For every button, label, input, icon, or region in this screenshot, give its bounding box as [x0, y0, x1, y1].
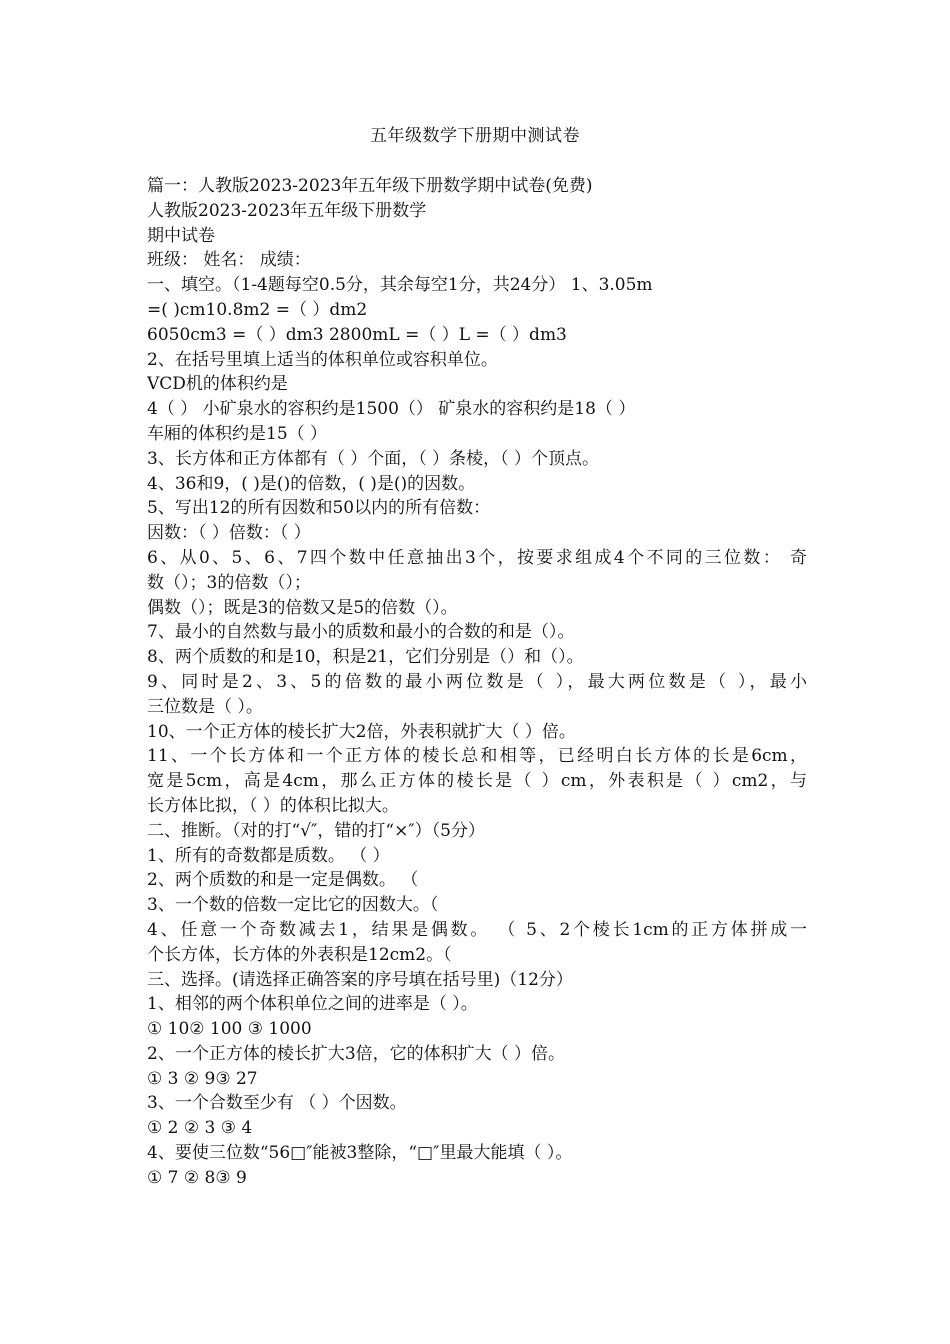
text-line: 4、要使三位数“56□″能被3整除，“□″里最大能填（ ）。	[147, 1143, 573, 1164]
text-line: ① 10② 100 ③ 1000	[147, 1019, 312, 1040]
text-line: 3、长方体和正方体都有（ ）个面，（ ）条棱，（ ）个顶点。	[147, 448, 600, 469]
text-line: 篇一：人教版2023-2023年五年级下册数学期中试卷(免费)	[147, 176, 593, 196]
text-line: 4、任意一个奇数减去1，结果是偶数。 （ 5、2个棱长1cm的正方体拼成一	[147, 919, 807, 940]
text-line: 个长方体，长方体的外表积是12cm2。（	[147, 944, 452, 965]
text-line: 4、36和9，( )是()的倍数，( )是()的因数。	[147, 473, 476, 494]
text-line: ① 7 ② 8③ 9	[147, 1167, 247, 1188]
text-line: 6、从0、5、6、7四个数中任意抽出3个，按要求组成4个不同的三位数： 奇	[147, 547, 807, 568]
text-line: 5、写出12的所有因数和50以内的所有倍数：	[147, 498, 491, 519]
text-line: 11、一个长方体和一个正方体的棱长总和相等，已经明白长方体的长是6cm，	[147, 746, 807, 767]
text-line: 因数：（ ）倍数：（ ）	[147, 523, 311, 544]
text-line: 10、一个正方体的棱长扩大2倍，外表积就扩大（ ）倍。	[147, 721, 576, 742]
text-line: ① 2 ② 3 ③ 4	[147, 1118, 253, 1139]
text-line: 9、同时是2、3、5的倍数的最小两位数是（ ），最大两位数是（ ），最小	[147, 671, 807, 692]
text-line: ① 3 ② 9③ 27	[147, 1068, 258, 1089]
text-line: 二、推断。（对的打“√″，错的打“×″）（5分）	[147, 820, 485, 841]
text-line: 3、一个合数至少有 （ ）个因数。	[147, 1093, 407, 1114]
text-line: 7、最小的自然数与最小的质数和最小的合数的和是（）。	[147, 622, 575, 643]
text-line: 车厢的体积约是15（ ）	[147, 423, 328, 444]
text-line: 三、选择。(请选择正确答案的序号填在括号里)（12分）	[147, 969, 573, 990]
text-line: VCD机的体积约是	[147, 374, 288, 395]
document-title: 五年级数学下册期中测试卷	[370, 126, 580, 146]
text-line: 三位数是（ ）。	[147, 696, 263, 717]
text-line: 3、一个数的倍数一定比它的因数大。（	[147, 895, 439, 916]
text-line: 数（）；3的倍数（）；	[147, 572, 311, 593]
text-line: 期中试卷	[147, 225, 215, 246]
text-line: 2、一个正方体的棱长扩大3倍，它的体积扩大（ ）倍。	[147, 1043, 566, 1064]
text-line: 1、所有的奇数都是质数。 （ ）	[147, 845, 390, 866]
text-line: 1、相邻的两个体积单位之间的进率是（ ）。	[147, 994, 478, 1015]
text-line: 4（ ） 小矿泉水的容积约是1500（） 矿泉水的容积约是18（ ）	[147, 399, 636, 420]
text-line: 2、两个质数的和是一定是偶数。 （	[147, 870, 419, 891]
text-line: 班级： 姓名： 成绩：	[147, 250, 311, 271]
text-line: 人教版2023-2023年五年级下册数学	[147, 200, 427, 221]
text-line: 一、填空。（1-4题每空0.5分，其余每空1分，共24分） 1、3.05m	[147, 275, 653, 296]
text-line: 偶数（）；既是3的倍数又是5的倍数（）。	[147, 597, 458, 618]
text-line: 长方体比拟，（ ）的体积比拟大。	[147, 795, 399, 816]
text-line: 6050cm3 =（ ）dm3 2800mL =（ ）L =（ ）dm3	[147, 324, 567, 345]
document-body	[147, 174, 807, 1191]
text-line: 宽是5cm，高是4cm，那么正方体的棱长是（ ）cm，外表积是（ ）cm2，与	[147, 771, 807, 792]
text-line: 2、在括号里填上适当的体积单位或容积单位。	[147, 349, 498, 370]
text-line: =( )cm10.8m2 =（ ）dm2	[147, 299, 368, 320]
text-line: 8、两个质数的和是10，积是21，它们分别是（）和（）。	[147, 647, 584, 668]
